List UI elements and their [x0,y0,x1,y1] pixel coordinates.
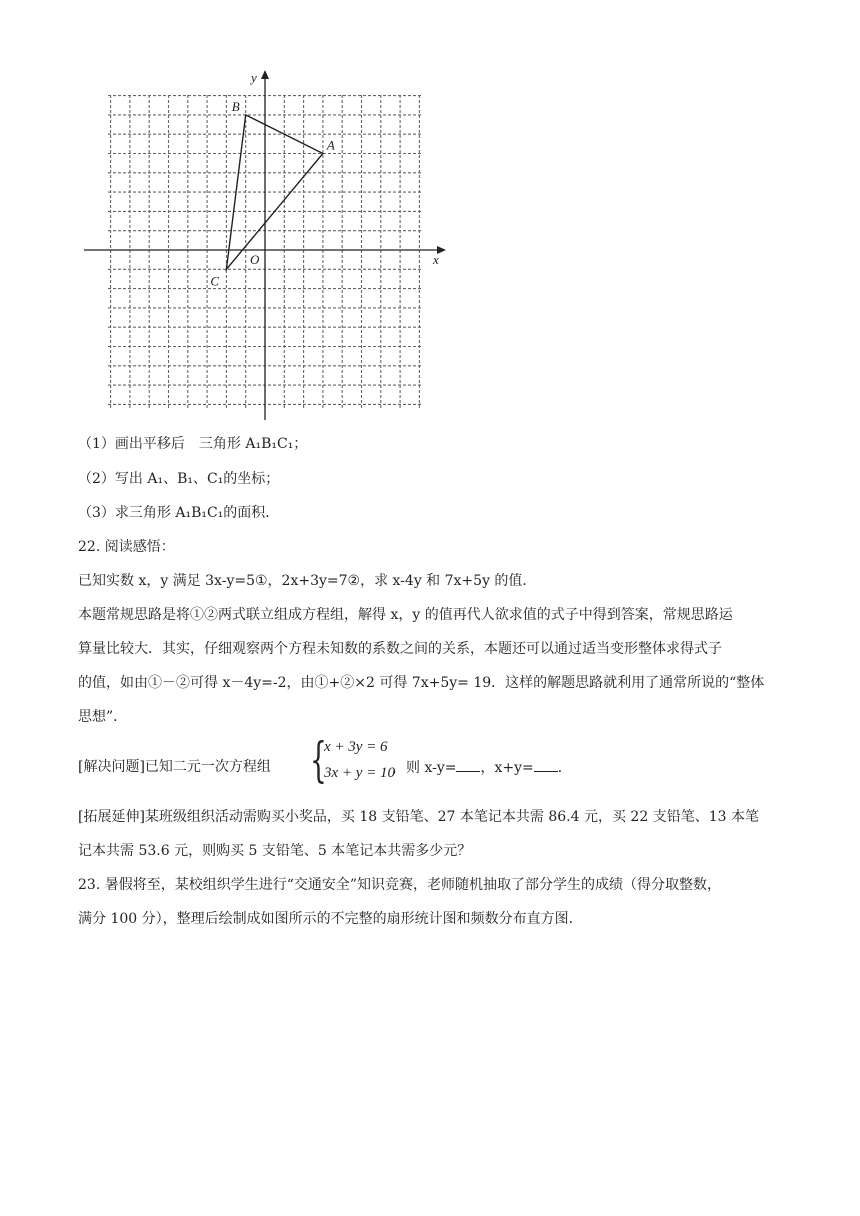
q22-para-line3: 的值，如由①－②可得 x－4y=-2，由①+②×2 可得 7x+5y= 19．这样的解题思路就利用了通常所说的“整体 [78,675,765,691]
origin-label: O [250,252,260,267]
answer-label-2: ，x+y= [480,760,534,776]
y-axis-arrow [261,70,269,79]
q21-item3: （3）求三角形 A₁B₁C₁的面积． [78,505,280,521]
answer-label-1: ，则 x-y= [392,760,457,776]
coordinate-grid-figure [0,0,860,430]
x-axis-label: x [433,252,439,267]
q22-extension-line1: [拓展延伸]某班级组织活动需购买小奖品，买 18 支铅笔、27 本笔记本共需 86.4 元，买 22 支铅笔、13 本笔 [78,809,759,825]
equation-1: x + 3y = 6 [324,739,388,755]
q22-para-line2: 算量比较大．其实，仔细观察两个方程未知数的系数之间的关系，本题还可以通过适当变形整体求得式子 [78,641,722,657]
q21-item2: （2）写出 A₁、B₁、C₁的坐标； [78,471,280,487]
q22-para-line1: 本题常规思路是将①②两式联立组成方程组，解得 x，y 的值再代人欲求值的式子中得到答案，常规思路运 [78,607,733,623]
equation-2: 3x + y = 10 [324,765,396,781]
q22-para-line4: 思想”． [78,709,128,725]
equation-system [310,732,396,791]
q22-given: 已知实数 x，y 满足 3x-y=5①，2x+3y=7②，求 x-4y 和 7x+5y 的值． [78,573,537,589]
q23-line1: 23. 暑假将至，某校组织学生进行“交通安全”知识竞赛，老师随机抽取了部分学生的成绩（得分取整数， [78,877,722,893]
q22-solve-answers [392,757,572,778]
q22-heading: 22. 阅读感悟： [78,539,175,555]
point-label-a: A [326,137,335,153]
q22-extension-line2: 记本共需 53.6 元，则购买 5 支铅笔、5 本笔记本共需多少元？ [78,843,472,859]
point-labels [210,70,439,288]
brace-symbol: { [310,732,327,788]
q21-item1: （1）画出平移后 三角形 A₁B₁C₁； [78,436,308,452]
answer-end: ． [557,760,572,776]
q23-line2: 满分 100 分），整理后绘制成如图所示的不完整的扇形统计图和频数分布直方图． [78,911,583,927]
axes [84,70,446,420]
answer-blank-1[interactable] [456,757,480,772]
y-axis-label: y [251,70,257,85]
point-label-b: B [231,98,240,114]
q22-solve-prefix: [解决问题]已知二元一次方程组 [78,759,271,775]
answer-blank-2[interactable] [534,757,558,772]
point-label-c: C [210,273,220,289]
